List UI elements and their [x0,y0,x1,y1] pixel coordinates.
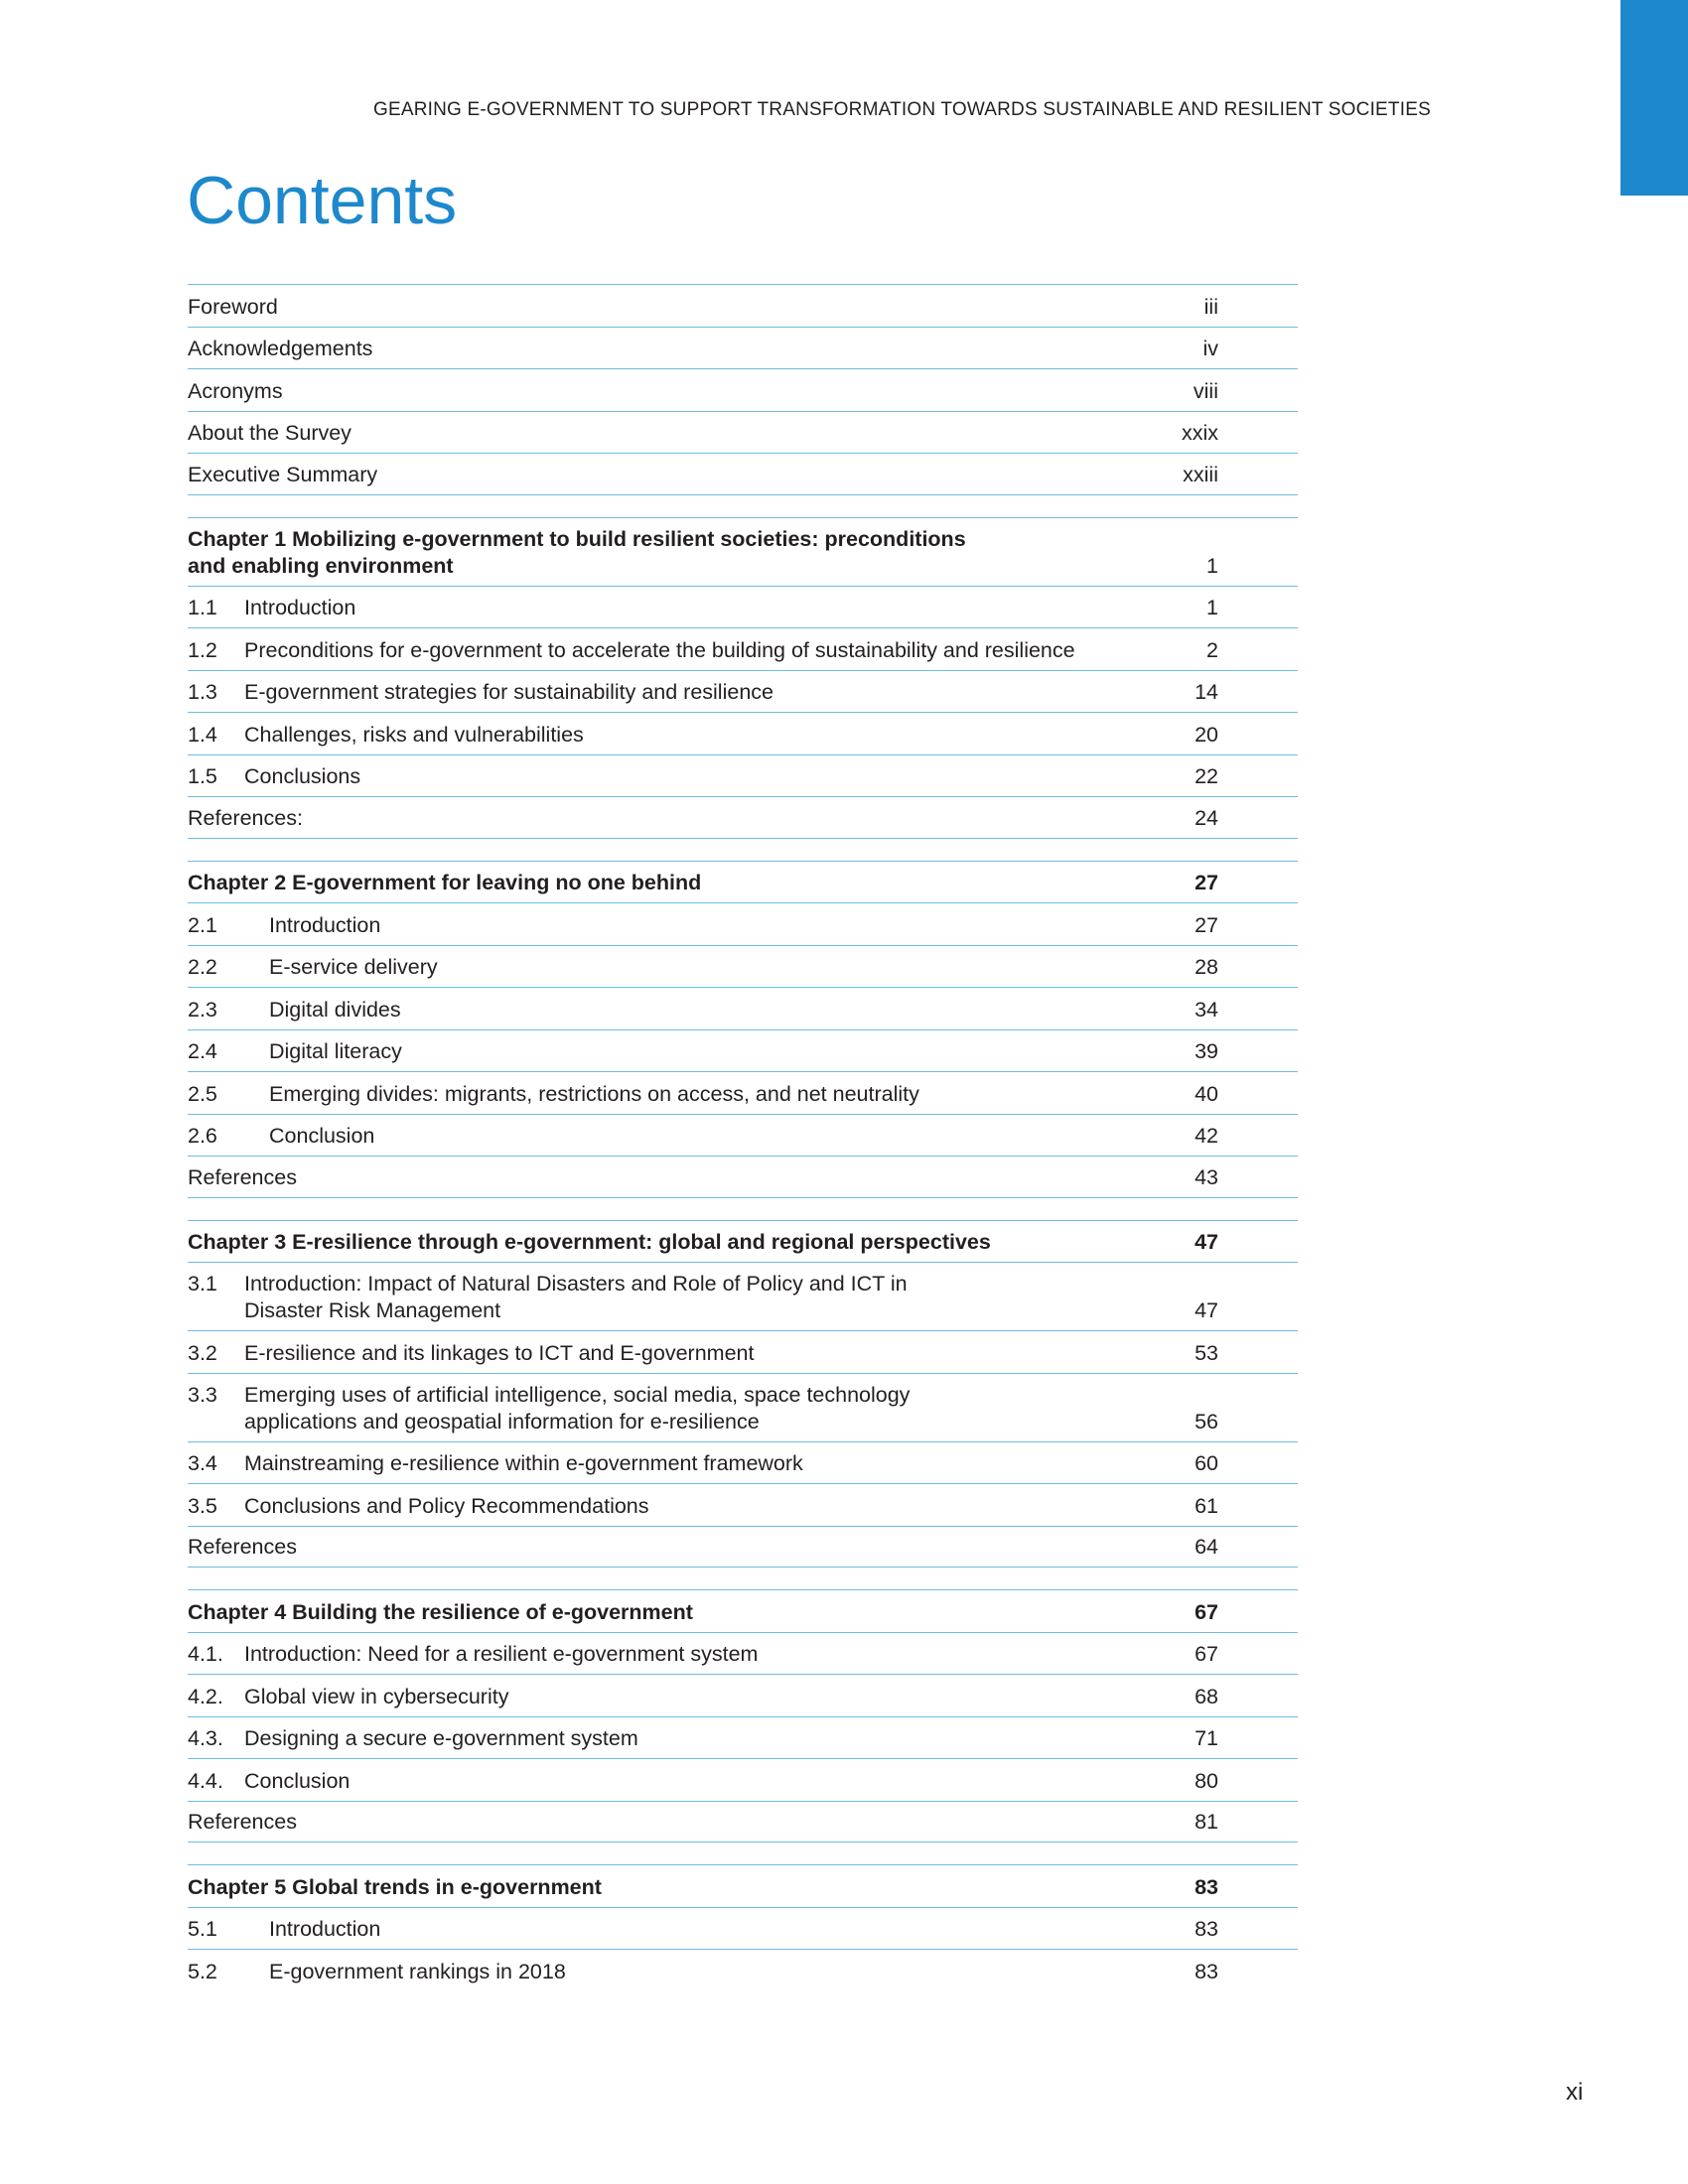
section-page: 56 [1195,1409,1218,1433]
toc-references-4[interactable] [188,1801,1298,1843]
section-page: 2 [1206,637,1218,662]
section-page: 60 [1195,1451,1218,1475]
section-page: 22 [1195,764,1218,788]
section-label: Digital divides [269,997,401,1022]
toc-entry-page: xxiii [1183,462,1218,486]
section-label: E-government strategies for sustainability and resilience [244,680,774,704]
section-label: Introduction [244,596,356,619]
toc-section-5-1[interactable] [188,1907,1298,1950]
section-label: Conclusions and Policy Recommendations [244,1493,649,1518]
section-page: 14 [1195,680,1218,704]
toc-section-2-3[interactable] [188,987,1298,1029]
chapter-title [188,526,966,580]
toc-entry-about-the-survey[interactable] [188,411,1298,454]
chapter-page: 27 [1195,871,1218,894]
section-number: 1.3 [188,680,217,704]
toc-references-2[interactable] [188,1156,1298,1198]
section-number: 2.1 [188,912,217,937]
toc-references-3[interactable] [188,1526,1298,1569]
section-label: Conclusion [244,1768,351,1793]
section-label: Introduction [269,1917,381,1941]
section-number: 4.3. [188,1726,223,1750]
section-page: 80 [1195,1768,1218,1793]
section-number: 1.1 [188,596,217,619]
section-page: 53 [1195,1340,1218,1365]
toc-entry-foreword[interactable] [188,284,1298,327]
section-page: 20 [1195,722,1218,747]
running-header: GEARING E-GOVERNMENT TO SUPPORT TRANSFORMATION TOWARDS SUSTAINABLE AND RESILIENT SOCIETIES [373,99,1431,120]
section-page: 27 [1195,912,1218,937]
page-number: xi [1566,2079,1584,2106]
section-label-line: applications and geospatial information for e-resilience [244,1409,760,1433]
toc-entry-label: Executive Summary [188,462,378,486]
toc-section-3-3[interactable] [188,1373,1298,1441]
references-label: References [188,1164,297,1189]
section-label: E-resilience and its linkages to ICT and E-government [244,1340,755,1365]
section-page: 83 [1195,1959,1218,1983]
references-label: References [188,1810,297,1834]
section-label [244,1382,910,1435]
references-page: 43 [1195,1164,1218,1189]
references-page: 24 [1195,805,1218,830]
section-label: Introduction: Need for a resilient e-government system [244,1642,759,1666]
section-page: 68 [1195,1684,1218,1708]
section-page: 83 [1195,1917,1218,1941]
toc-section-2-6[interactable] [188,1114,1298,1157]
section-number: 3.1 [188,1272,217,1296]
chapter-page: 1 [1206,553,1218,578]
toc-chapter-4[interactable] [188,1589,1298,1632]
toc-chapter-1[interactable] [188,517,1298,586]
toc-chapter-2[interactable] [188,861,1298,903]
section-page: 39 [1195,1039,1218,1063]
chapter-page: 67 [1195,1599,1218,1624]
chapter-page: 83 [1195,1874,1218,1899]
toc-entry-page: iv [1202,337,1218,360]
section-label-line: Disaster Risk Management [244,1298,501,1322]
chapter-title: Chapter 4 Building the resilience of e-government [188,1599,693,1624]
toc-section-4-2[interactable] [188,1674,1298,1716]
toc-entry-executive-summary[interactable] [188,453,1298,495]
section-label-line: Introduction: Impact of Natural Disasters and Role of Policy and ICT in [244,1272,908,1296]
section-number: 3.3 [188,1382,217,1407]
references-page: 64 [1195,1535,1218,1559]
toc-section-1-3[interactable] [188,670,1298,713]
toc-section-1-1[interactable] [188,586,1298,628]
section-number: 2.5 [188,1081,217,1106]
section-label: E-government rankings in 2018 [269,1959,566,1983]
toc-section-3-4[interactable] [188,1441,1298,1484]
section-number: 4.1. [188,1642,223,1666]
section-label: Mainstreaming e-resilience within e-government framework [244,1451,803,1475]
toc-entry-page: viii [1193,378,1218,403]
toc-section-1-5[interactable] [188,754,1298,797]
section-page: 71 [1195,1726,1218,1750]
section-label: E-service delivery [269,955,438,979]
section-number: 5.1 [188,1917,217,1941]
chapter-page: 47 [1195,1230,1218,1254]
section-label: Preconditions for e-government to accelerate the building of sustainability and resilience [244,637,1075,662]
toc-section-4-1[interactable] [188,1632,1298,1675]
section-label: Emerging divides: migrants, restrictions on access, and net neutrality [269,1081,919,1106]
toc-section-2-2[interactable] [188,945,1298,988]
toc-entry-label: About the Survey [188,421,352,445]
table-of-contents [188,284,1298,1991]
section-number: 2.4 [188,1039,217,1063]
chapter-title-line: Chapter 1 Mobilizing e-government to build resilient societies: preconditions [188,526,966,551]
toc-entry-acronyms[interactable] [188,368,1298,411]
section-page: 47 [1195,1298,1218,1322]
section-number: 4.4. [188,1768,223,1793]
section-number: 4.2. [188,1684,223,1708]
section-number: 2.6 [188,1124,217,1148]
section-label: Challenges, risks and vulnerabilities [244,722,584,747]
section-number: 3.5 [188,1493,217,1518]
toc-section-2-1[interactable] [188,902,1298,945]
references-page: 81 [1195,1810,1218,1834]
toc-section-2-5[interactable] [188,1071,1298,1114]
section-page: 34 [1195,997,1218,1022]
toc-section-1-4[interactable] [188,712,1298,754]
section-label: Digital literacy [269,1039,402,1063]
toc-section-1-2[interactable] [188,627,1298,670]
toc-section-4-4[interactable] [188,1758,1298,1801]
toc-chapter-3[interactable] [188,1220,1298,1263]
section-page: 1 [1206,596,1218,619]
section-page: 28 [1195,955,1218,979]
section-number: 1.2 [188,637,217,662]
section-number: 2.2 [188,955,217,979]
toc-section-3-2[interactable] [188,1330,1298,1373]
section-label: Designing a secure e-government system [244,1726,638,1750]
section-label [244,1271,908,1324]
section-number: 2.3 [188,997,217,1022]
section-label: Conclusions [244,764,361,788]
toc-chapter-5[interactable] [188,1864,1298,1907]
toc-section-5-2[interactable] [188,1949,1298,1991]
references-label: References [188,1535,297,1559]
section-label: Introduction [269,912,381,937]
section-page: 67 [1195,1642,1218,1666]
section-label-line: Emerging uses of artificial intelligence, social media, space technology [244,1382,911,1407]
section-page: 40 [1195,1081,1218,1106]
toc-entry-acknowledgements[interactable] [188,327,1298,369]
toc-references-1[interactable] [188,796,1298,839]
section-number: 1.4 [188,722,217,747]
section-label: Conclusion [269,1124,375,1148]
corner-color-tab [1620,0,1688,196]
chapter-title: Chapter 3 E-resilience through e-government: global and regional perspectives [188,1230,991,1254]
toc-entry-label: Acknowledgements [188,337,373,360]
section-label: Global view in cybersecurity [244,1684,509,1708]
section-number: 3.4 [188,1451,217,1475]
chapter-title-line: and enabling environment [188,553,454,578]
section-page: 61 [1195,1493,1218,1518]
toc-entry-label: Foreword [188,294,278,319]
toc-entry-page: iii [1203,294,1218,319]
chapter-title: Chapter 5 Global trends in e-government [188,1874,602,1899]
page-title: Contents [187,163,458,238]
section-page: 42 [1195,1124,1218,1148]
toc-entry-page: xxix [1181,421,1218,445]
toc-entry-label: Acronyms [188,378,283,403]
toc-section-3-1[interactable] [188,1262,1298,1330]
chapter-title: Chapter 2 E-government for leaving no one behind [188,871,702,894]
references-label: References: [188,805,303,830]
toc-section-2-4[interactable] [188,1029,1298,1072]
toc-section-4-3[interactable] [188,1716,1298,1759]
section-number: 3.2 [188,1340,217,1365]
section-number: 1.5 [188,764,217,788]
section-number: 5.2 [188,1959,217,1983]
toc-section-3-5[interactable] [188,1483,1298,1526]
